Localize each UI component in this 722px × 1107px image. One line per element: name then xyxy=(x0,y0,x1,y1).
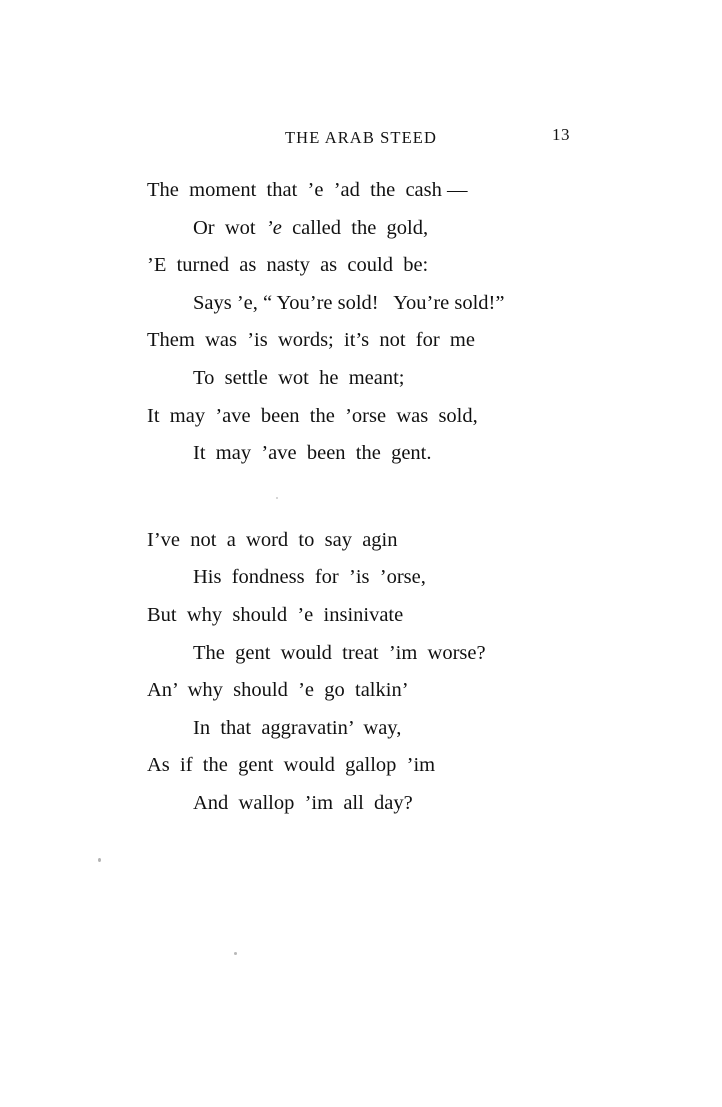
print-speck-icon xyxy=(98,858,101,862)
verse-line: It may ’ave been the ’orse was sold, xyxy=(147,404,478,427)
stanza xyxy=(0,172,722,473)
verse-line: An’ why should ’e go talkin’ xyxy=(147,679,409,702)
verse-line: His fondness for ’is ’orse, xyxy=(193,566,426,589)
verse-line: In that aggravatin’ way, xyxy=(193,716,402,739)
verse-line: ’E turned as nasty as could be: xyxy=(147,254,429,277)
verse-line: Or wot ’e called the gold, xyxy=(193,216,429,239)
verse-line: As if the gent would gallop ’im xyxy=(147,754,436,777)
stanza xyxy=(0,522,722,823)
verse-line: To settle wot he meant; xyxy=(193,366,405,389)
verse-line: The gent would treat ’im worse? xyxy=(193,641,486,664)
page-header xyxy=(0,125,722,152)
verse-line: And wallop ’im all day? xyxy=(193,791,413,814)
verse-line: Them was ’is words; it’s not for me xyxy=(147,329,475,352)
running-head: THE ARAB STEED xyxy=(285,128,437,147)
print-speck-icon xyxy=(234,952,237,955)
verse-line: Says ’e, “ You’re sold! You’re sold!” xyxy=(193,291,505,314)
verse-line: The moment that ’e ’ad the cash — xyxy=(147,179,468,201)
verse-line: But why should ’e insinivate xyxy=(147,603,404,626)
print-speck-icon xyxy=(276,497,278,499)
poem-body xyxy=(0,172,722,823)
page-number: 13 xyxy=(552,125,570,144)
verse-line: I’ve not a word to say agin xyxy=(147,528,398,551)
verse-line: It may ’ave been the gent. xyxy=(193,442,432,465)
